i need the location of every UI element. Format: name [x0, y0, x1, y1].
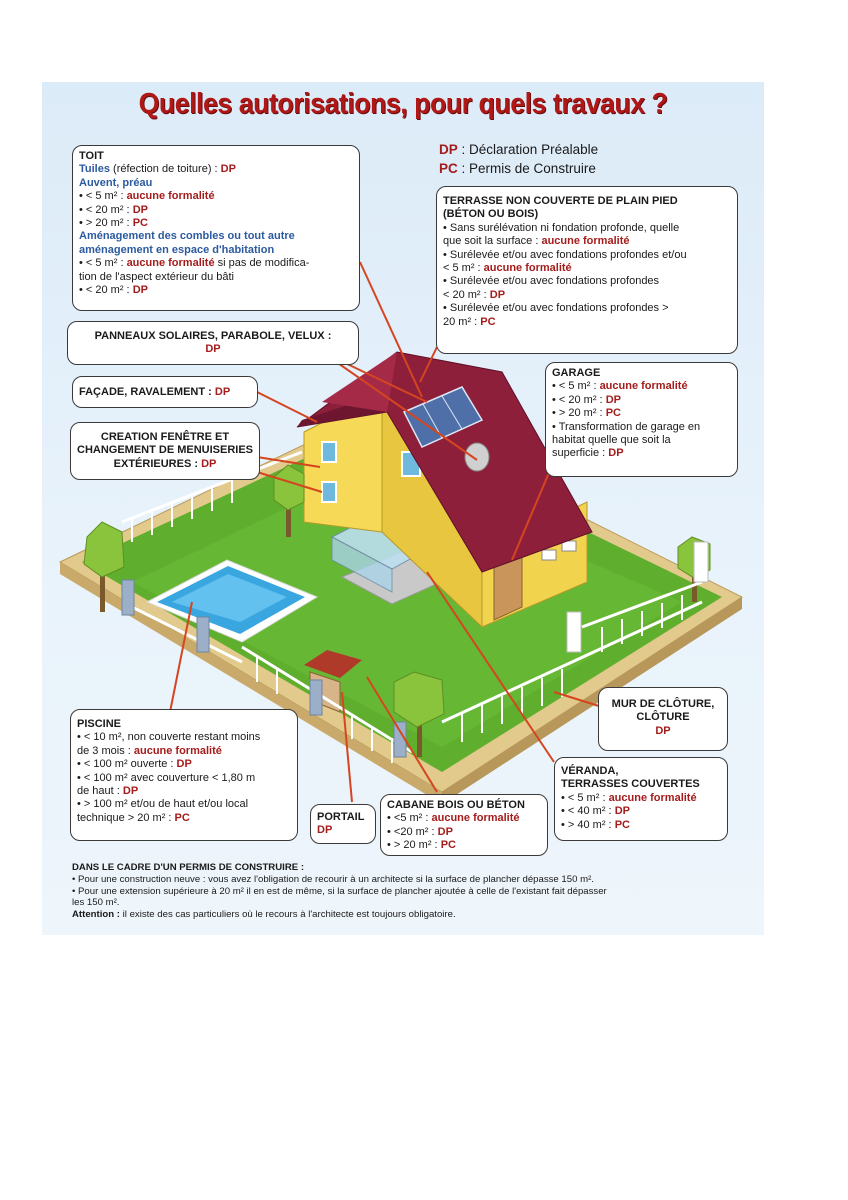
tree [84, 522, 124, 577]
legend [439, 140, 598, 178]
roof-info-box: TOIT Tuiles (réfection de toiture) : DP Auvent, préau • < 5 m² : aucune formalité • < 20 m² : DP • > 20 m² : PC Aménagement des combles ou tout autre aménagement en espace d'habitation • < 5 m² : aucune formalité si pas de modifica- tion de l'aspect extérieur du bâti • < 20 m² : DP [72, 145, 360, 311]
permit-notes: DANS LE CADRE D'UN PERMIS DE CONSTRUIRE : • Pour une construction neuve : vous avez l'obligation de recourir à un architecte si la surface de plancher dépasse 150 m². • Pour une extension supérieure à 20 m² il en est de même, si la surface de plancher ajoutée à celle de l'existant fait dépasser les 150 m². Attention : il existe des cas particuliers où le recours à l'architecte est toujours obligatoire. [72, 862, 607, 921]
legend-pc: PC : Permis de Construire [439, 161, 596, 176]
veranda-info-box: VÉRANDA, TERRASSES COUVERTES • < 5 m² : aucune formalité • < 40 m² : DP • > 40 m² : PC [554, 757, 728, 841]
fence-info-box: MUR DE CLÔTURE, CLÔTURE DP [598, 687, 728, 751]
garage-info-box: GARAGE • < 5 m² : aucune formalité • < 20 m² : DP • > 20 m² : PC • Transformation de garage en habitat quelle que soit la superficie : DP [545, 362, 738, 477]
window-info-box: CREATION FENÊTRE ET CHANGEMENT DE MENUISERIES EXTÉRIEURES : DP [70, 422, 260, 480]
fence-pillar [122, 580, 134, 615]
infographic-poster [42, 82, 764, 935]
roof-heading: TOIT [79, 150, 104, 162]
terrace-info-box: TERRASSE NON COUVERTE DE PLAIN PIED (BÉTON OU BOIS) • Sans surélévation ni fondation profonde, quelle que soit la surface : aucune formalité • Surélevée et/ou avec fondations profondes et/ou < 5 m² : aucune formalité • Surélevée et/ou avec fondations profondes < 20 m² : DP • Surélevée et/ou avec fondations profondes > 20 m² : PC [436, 186, 738, 354]
facade-info-box: FAÇADE, RAVALEMENT : DP [72, 376, 258, 408]
shed-info-box: CABANE BOIS OU BÉTON • <5 m² : aucune formalité • <20 m² : DP • > 20 m² : PC [380, 794, 548, 856]
solar-panels-info-box: PANNEAUX SOLAIRES, PARABOLE, VELUX : DP [67, 321, 359, 365]
satellite-dish [465, 443, 489, 471]
legend-dp: DP : Déclaration Préalable [439, 142, 599, 157]
gate-info-box: PORTAIL DP [310, 804, 376, 844]
poster-title: Quelles autorisations, pour quels travaux ? [138, 88, 668, 120]
window [322, 442, 336, 462]
pool-info-box: PISCINE • < 10 m², non couverte restant moins de 3 mois : aucune formalité • < 100 m² ouverte : DP • < 100 m² avec couverture < 1,80 m de haut : DP • > 100 m² et/ou de haut et/ou local technique > 20 m² : PC [70, 709, 298, 841]
